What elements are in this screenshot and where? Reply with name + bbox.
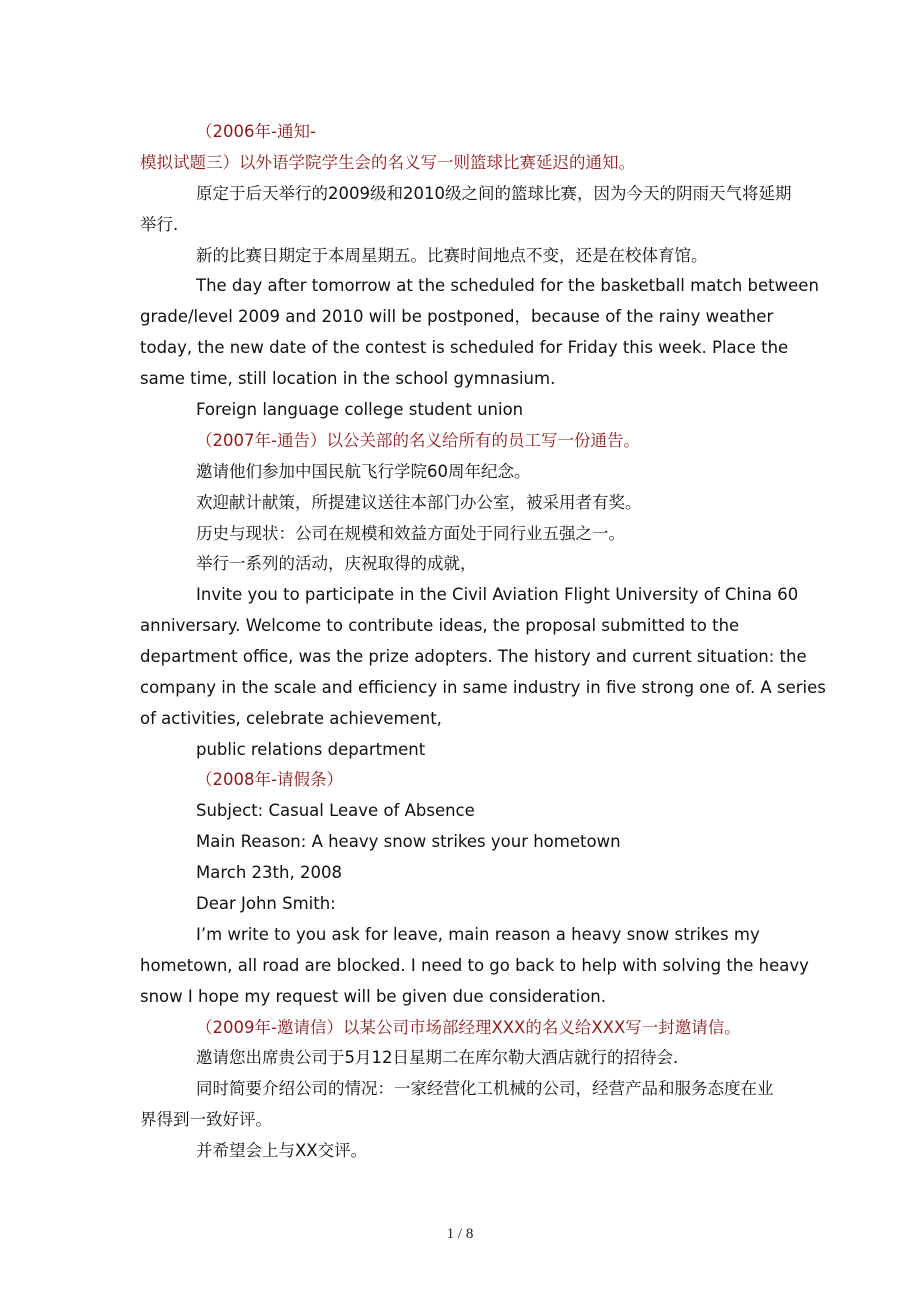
section-heading-2006-cont: 模拟试题三）以外语学院学生会的名义写一则篮球比赛延迟的通知。 (140, 153, 635, 172)
paragraph-line: 欢迎献计献策，所提建议送往本部门办公室，被采用者有奖。 (196, 493, 642, 512)
paragraph-line: of activities, celebrate achievement, (140, 709, 442, 728)
paragraph-line: today, the new date of the contest is scheduled for Friday this week. Place the (140, 338, 789, 357)
section-heading-2008: （2008年-请假条） (196, 770, 343, 789)
paragraph-line: anniversary. Welcome to contribute ideas, the proposal submitted to the (140, 616, 740, 635)
letter-subject: Subject: Casual Leave of Absence (196, 801, 475, 820)
paragraph-line: company in the scale and efficiency in same industry in five strong one of. A series (140, 678, 826, 697)
paragraph-line: 界得到一致好评。 (140, 1110, 272, 1129)
paragraph-line: I’m write to you ask for leave, main reason a heavy snow strikes my (196, 925, 760, 944)
section-heading-2009: （2009年-邀请信）以某公司市场部经理XXX的名义给XXX写一封邀请信。 (196, 1018, 741, 1037)
paragraph-line: grade/level 2009 and 2010 will be postponed，because of the rainy weather (140, 307, 774, 326)
paragraph-line: snow I hope my request will be given due consideration. (140, 987, 607, 1006)
paragraph-line: 举行一系列的活动，庆祝取得的成就， (196, 554, 477, 573)
paragraph-line: 并希望会上与XX交评。 (196, 1141, 368, 1160)
paragraph-line: 原定于后天举行的2009级和2010级之间的篮球比赛，因为今天的阴雨天气将延期 (196, 184, 792, 203)
letter-reason: Main Reason: A heavy snow strikes your hometown (196, 832, 621, 851)
paragraph-line: The day after tomorrow at the scheduled for the basketball match between (196, 276, 819, 295)
section-heading-2006: （2006年-通知- (196, 122, 316, 141)
paragraph-line: 历史与现状：公司在规模和效益方面处于同行业五强之一。 (196, 524, 625, 543)
section-heading-2007: （2007年-通告）以公关部的名义给所有的员工写一份通告。 (196, 431, 640, 450)
paragraph-line: 举行. (140, 215, 179, 234)
paragraph-line: Invite you to participate in the Civil Aviation Flight University of China 60 (196, 585, 799, 604)
paragraph-line: same time, still location in the school gymnasium. (140, 369, 556, 388)
paragraph-line: 同时简要介绍公司的情况：一家经营化工机械的公司，经营产品和服务态度在业 (196, 1079, 774, 1098)
paragraph-line: 邀请他们参加中国民航飞行学院60周年纪念。 (196, 462, 531, 481)
page-number: 1 / 8 (446, 1226, 474, 1242)
letter-date: March 23th, 2008 (196, 863, 342, 882)
paragraph-line: 邀请您出席贵公司于5月12日星期二在库尔勒大酒店就行的招待会. (196, 1048, 679, 1067)
signature-line: Foreign language college student union (196, 400, 524, 419)
paragraph-line: 新的比赛日期定于本周星期五。比赛时间地点不变，还是在校体育馆。 (196, 246, 708, 265)
paragraph-line: department office, was the prize adopters. The history and current situation: the (140, 647, 807, 666)
signature-line: public relations department (196, 740, 426, 759)
paragraph-line: hometown, all road are blocked. I need to go back to help with solving the heavy (140, 956, 809, 975)
letter-greeting: Dear John Smith: (196, 894, 336, 913)
